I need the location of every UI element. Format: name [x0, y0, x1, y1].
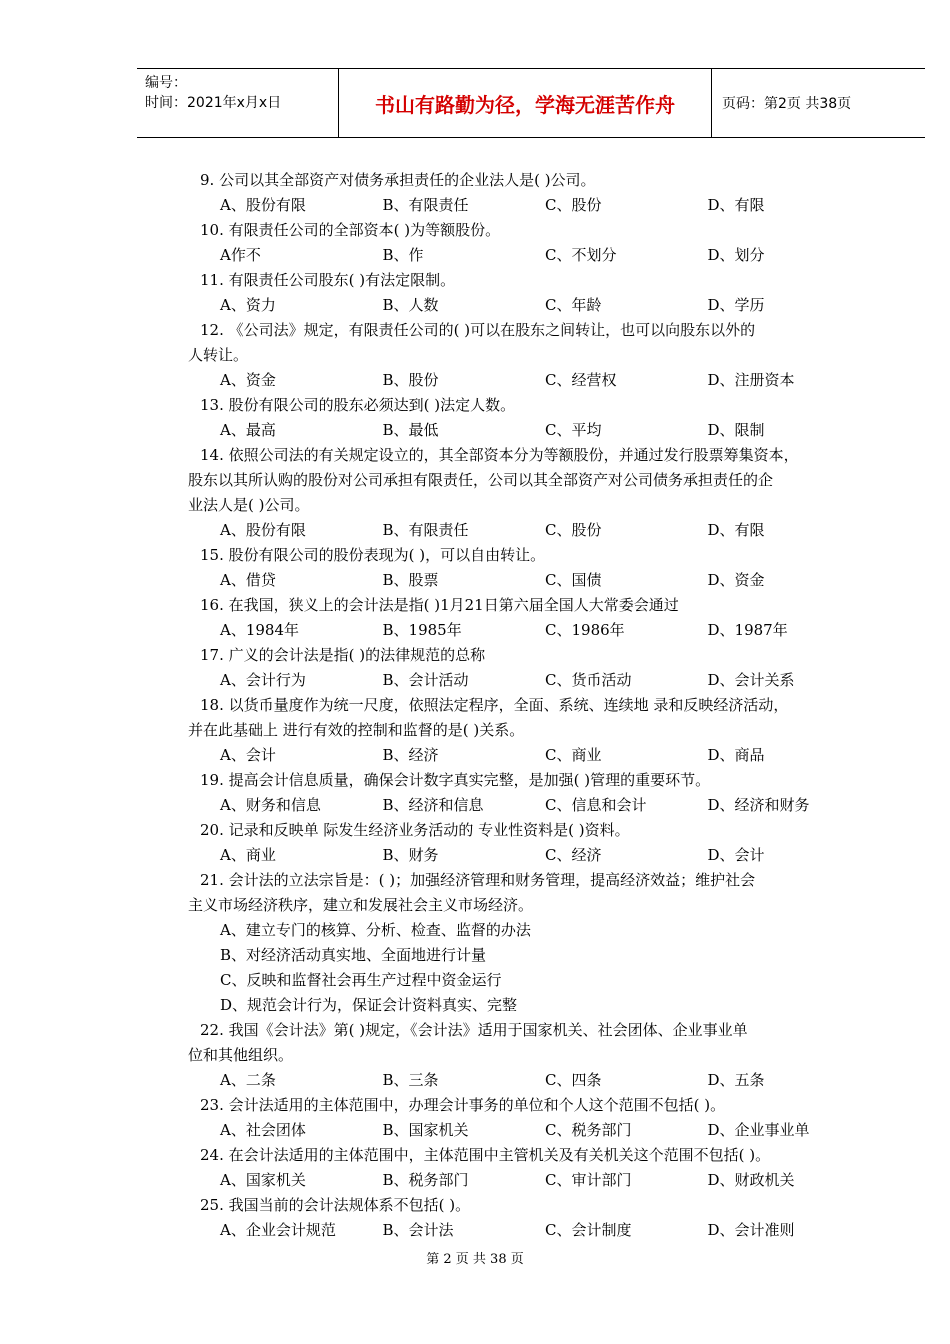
motto: 书山有路勤为径，学海无涯苦作舟 — [339, 69, 712, 137]
option: A、资力 — [220, 296, 276, 314]
question — [200, 218, 870, 268]
question — [200, 768, 870, 818]
header-meta — [137, 69, 339, 137]
option: B、经济和信息 — [382, 796, 484, 814]
option: A作不 — [220, 246, 261, 264]
question — [188, 1018, 870, 1093]
question-text: 19. 提高会计信息质量，确保会计数字真实完整，是加强( )管理的重要环节。 — [200, 771, 711, 789]
option: D、会计准则 — [707, 1221, 795, 1239]
option: C、反映和监督社会再生产过程中资金运行 — [220, 971, 502, 989]
option-row — [200, 193, 870, 218]
option: B、会计法 — [382, 1221, 454, 1239]
option: A、资金 — [220, 371, 276, 389]
option: C、审计部门 — [545, 1171, 632, 1189]
option: A、股份有限 — [220, 196, 306, 214]
question-text: 24. 在会计法适用的主体范围中，主体范围中主管机关及有关机关这个范围不包括( )。 — [200, 1146, 771, 1164]
question-text: 10. 有限责任公司的全部资本( )为等额股份。 — [200, 221, 501, 239]
option: D、五条 — [707, 1071, 765, 1089]
question-text: 12. 《公司法》规定，有限责任公司的( )可以在股东之间转让，也可以向股东以外的 — [200, 321, 756, 339]
question-text: 并在此基础上 进行有效的控制和监督的是( )关系。 — [188, 721, 525, 739]
page-label: 页码：第2页 共38页 — [722, 96, 852, 112]
option: D、学历 — [707, 296, 765, 314]
option: C、经济 — [545, 846, 602, 864]
option-row — [200, 1118, 870, 1143]
question — [200, 643, 870, 693]
question — [188, 318, 870, 393]
option-row — [200, 518, 870, 543]
option-row — [200, 668, 870, 693]
option: D、划分 — [707, 246, 765, 264]
question — [188, 443, 870, 543]
option: C、会计制度 — [545, 1221, 632, 1239]
option: B、税务部门 — [382, 1171, 469, 1189]
option: B、国家机关 — [382, 1121, 469, 1139]
option-row — [200, 243, 870, 268]
option: C、不划分 — [545, 246, 617, 264]
question-text: 16. 在我国，狭义上的会计法是指( )1月21日第六届全国人大常委会通过 — [200, 596, 679, 614]
question — [200, 268, 870, 318]
option-row — [200, 1068, 870, 1093]
question — [200, 543, 870, 593]
question-text: 主义市场经济秩序，建立和发展社会主义市场经济。 — [188, 896, 534, 914]
option: A、股份有限 — [220, 521, 306, 539]
option: A、最高 — [220, 421, 276, 439]
option: C、年龄 — [545, 296, 602, 314]
option: A、1984年 — [220, 621, 300, 639]
time-label: 时间：2021年x月x日 — [145, 95, 282, 111]
option: B、会计活动 — [382, 671, 469, 689]
question — [200, 1143, 870, 1193]
option: B、作 — [382, 246, 424, 264]
question-text: 股东以其所认购的股份对公司承担有限责任，公司以其全部资产对公司债务承担责任的企 — [188, 471, 774, 489]
option: D、会计关系 — [707, 671, 795, 689]
option-row — [200, 368, 870, 393]
question-text: 9. 公司以其全部资产对债务承担责任的企业法人是( )公司。 — [200, 171, 596, 189]
question-text: 23. 会计法适用的主体范围中，办理会计事务的单位和个人这个范围不包括( )。 — [200, 1096, 726, 1114]
option: A、企业会计规范 — [220, 1221, 336, 1239]
question — [188, 868, 870, 1018]
option: A、会计 — [220, 746, 276, 764]
question-text: 21. 会计法的立法宗旨是：( )；加强经济管理和财务管理，提高经济效益；维护社会 — [200, 871, 756, 889]
option: D、经济和财务 — [707, 796, 810, 814]
question-text: 22. 我国《会计法》第( )规定，《会计法》适用于国家机关、社会团体、企业事业单 — [200, 1021, 748, 1039]
option-row — [200, 1168, 870, 1193]
option-row — [200, 568, 870, 593]
question-text: 13. 股份有限公司的股东必须达到( )法定人数。 — [200, 396, 516, 414]
option: C、国债 — [545, 571, 602, 589]
option: C、平均 — [545, 421, 602, 439]
option-row — [200, 293, 870, 318]
question — [200, 818, 870, 868]
option: C、股份 — [545, 521, 602, 539]
option: D、商品 — [707, 746, 765, 764]
number-label: 编号： — [145, 75, 187, 91]
question-text: 人转让。 — [188, 346, 249, 364]
option: B、股份 — [382, 371, 439, 389]
option-row — [200, 1218, 870, 1243]
option: D、企业事业单 — [707, 1121, 810, 1139]
option: C、股份 — [545, 196, 602, 214]
question — [200, 168, 870, 218]
option-row — [200, 418, 870, 443]
option: A、商业 — [220, 846, 276, 864]
option: C、货币活动 — [545, 671, 632, 689]
option: C、经营权 — [545, 371, 617, 389]
option: B、股票 — [382, 571, 439, 589]
question-text: 15. 股份有限公司的股份表现为( )，可以自由转让。 — [200, 546, 546, 564]
option: B、最低 — [382, 421, 439, 439]
option: A、二条 — [220, 1071, 276, 1089]
question-text: 位和其他组织。 — [188, 1046, 294, 1064]
option: D、注册资本 — [707, 371, 795, 389]
option: B、财务 — [382, 846, 439, 864]
option: D、资金 — [707, 571, 765, 589]
question-text: 14. 依照公司法的有关规定设立的，其全部资本分为等额股份，并通过发行股票筹集资本， — [200, 446, 799, 464]
option: A、借贷 — [220, 571, 276, 589]
option: A、建立专门的核算、分析、检查、监督的办法 — [220, 921, 531, 939]
option: A、社会团体 — [220, 1121, 306, 1139]
option: D、有限 — [707, 196, 765, 214]
question — [200, 593, 870, 643]
option: B、有限责任 — [382, 196, 469, 214]
question — [188, 693, 870, 768]
page-header — [137, 68, 925, 138]
option-row — [200, 743, 870, 768]
option: D、会计 — [707, 846, 765, 864]
option: A、国家机关 — [220, 1171, 306, 1189]
question — [200, 1193, 870, 1243]
question — [200, 1093, 870, 1143]
question-text: 11. 有限责任公司股东( )有法定限制。 — [200, 271, 456, 289]
question-text: 业法人是( )公司。 — [188, 496, 310, 514]
option: B、有限责任 — [382, 521, 469, 539]
option: B、人数 — [382, 296, 439, 314]
option: C、税务部门 — [545, 1121, 632, 1139]
question-text: 17. 广义的会计法是指( )的法律规范的总称 — [200, 646, 486, 664]
option: D、限制 — [707, 421, 765, 439]
option: D、1987年 — [707, 621, 788, 639]
page-footer: 第 2 页 共 38 页 — [426, 1252, 524, 1267]
question — [200, 393, 870, 443]
option-row — [200, 793, 870, 818]
option-row — [200, 618, 870, 643]
option: C、四条 — [545, 1071, 602, 1089]
option: C、信息和会计 — [545, 796, 647, 814]
option: A、财务和信息 — [220, 796, 321, 814]
question-text: 20. 记录和反映单 际发生经济业务活动的 专业性资料是( )资料。 — [200, 821, 630, 839]
question-list — [188, 168, 870, 1243]
option: D、规范会计行为，保证会计资料真实、完整 — [220, 996, 518, 1014]
option: B、1985年 — [382, 621, 462, 639]
option: C、1986年 — [545, 621, 625, 639]
question-text: 18. 以货币量度作为统一尺度，依照法定程序，全面、系统、连续地 录和反映经济活动， — [200, 696, 789, 714]
option: C、商业 — [545, 746, 602, 764]
option: D、财政机关 — [707, 1171, 795, 1189]
option: D、有限 — [707, 521, 765, 539]
option: B、对经济活动真实地、全面地进行计量 — [220, 946, 487, 964]
option: B、经济 — [382, 746, 439, 764]
option: B、三条 — [382, 1071, 439, 1089]
option-row — [200, 843, 870, 868]
option: A、会计行为 — [220, 671, 306, 689]
question-text: 25. 我国当前的会计法规体系不包括( )。 — [200, 1196, 471, 1214]
